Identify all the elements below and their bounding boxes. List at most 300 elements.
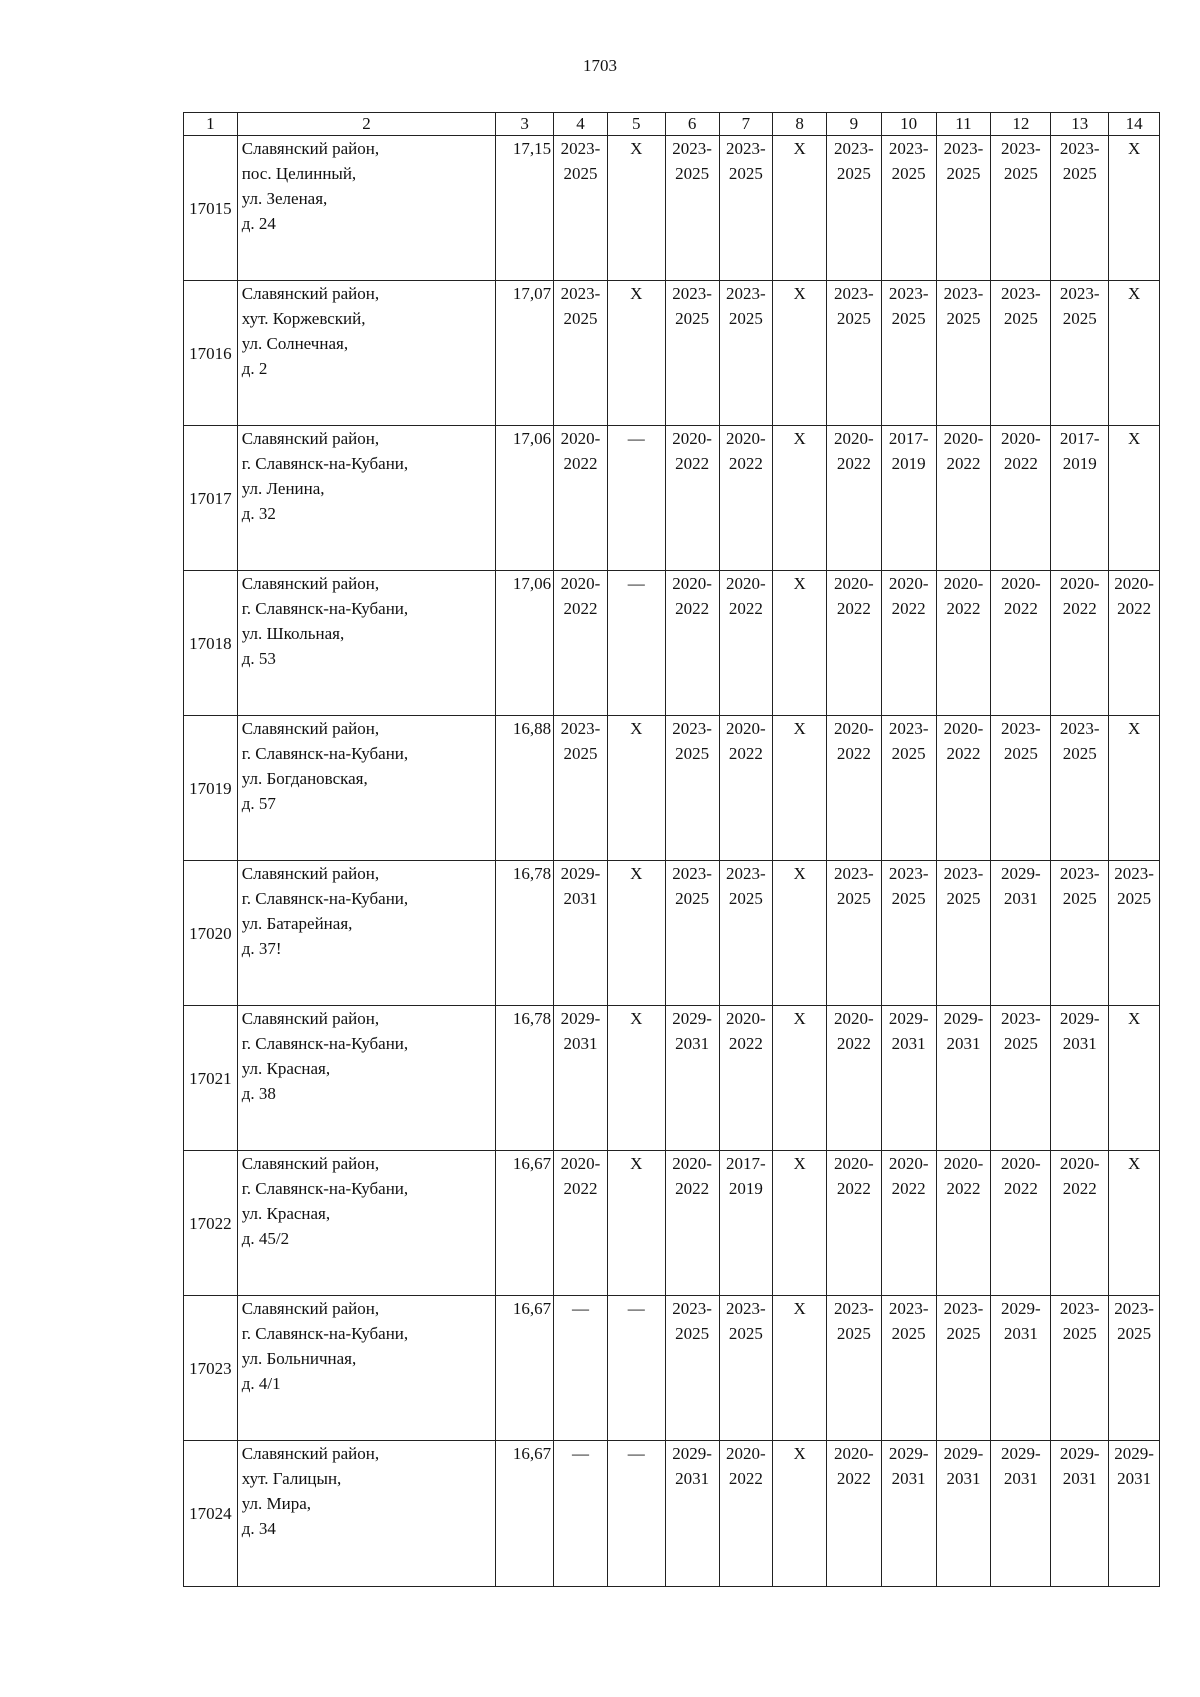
period-line: 2020- xyxy=(726,1009,766,1028)
period-cell xyxy=(554,861,608,1006)
period-cell xyxy=(827,426,882,571)
period-cell xyxy=(665,1296,719,1441)
address-line: д. 2 xyxy=(241,359,268,378)
period-line: Х xyxy=(793,1154,806,1173)
period-cell xyxy=(665,1441,719,1587)
period-cell xyxy=(554,1441,608,1587)
period-line: 2031 xyxy=(563,889,598,908)
period-line: 2023- xyxy=(1059,719,1100,738)
period-line: 2023- xyxy=(726,284,766,303)
period-line: — xyxy=(571,1299,589,1318)
period-cell xyxy=(719,1441,773,1587)
row-number: 17023 xyxy=(184,1296,238,1441)
period-line: 2031 xyxy=(946,1469,981,1488)
period-line: 2020- xyxy=(672,1154,712,1173)
table-body xyxy=(184,136,1160,1587)
address-line: ул. Богдановская, xyxy=(241,769,368,788)
row-number: 17021 xyxy=(184,1006,238,1151)
address-line: Славянский район, xyxy=(241,1009,380,1028)
period-cell xyxy=(1051,716,1109,861)
period-line: 2022 xyxy=(728,744,763,763)
period-line: Х xyxy=(630,719,643,738)
period-line: 2023- xyxy=(560,284,601,303)
period-line: Х xyxy=(1127,429,1141,448)
period-line: 2025 xyxy=(836,1324,871,1343)
period-line: 2020- xyxy=(943,719,984,738)
period-line: 2020- xyxy=(943,1154,984,1173)
period-cell xyxy=(936,136,991,281)
period-line: 2023- xyxy=(888,1299,929,1318)
period-line: 2025 xyxy=(946,309,981,328)
period-cell xyxy=(719,1151,773,1296)
address-line: ул. Зеленая, xyxy=(241,189,328,208)
address-line: Славянский район, xyxy=(241,1299,380,1318)
period-cell xyxy=(1051,1006,1109,1151)
period-line: 2023- xyxy=(888,864,929,883)
address-cell xyxy=(237,1151,495,1296)
period-line: 2025 xyxy=(836,309,871,328)
col-header: 8 xyxy=(773,113,827,136)
period-line: 2020- xyxy=(726,429,766,448)
period-line: 2023- xyxy=(834,1299,874,1318)
period-line: 2025 xyxy=(946,889,981,908)
period-cell xyxy=(1109,1151,1160,1296)
period-line: 2022 xyxy=(675,454,710,473)
col-header: 1 xyxy=(184,113,238,136)
period-line: 2029- xyxy=(888,1009,929,1028)
period-line: Х xyxy=(630,284,643,303)
period-cell xyxy=(607,1441,665,1587)
period-line: 2023- xyxy=(560,719,601,738)
period-line: 2023- xyxy=(943,864,984,883)
address-line: хут. Галицын, xyxy=(241,1469,342,1488)
col-header: 11 xyxy=(936,113,991,136)
period-cell xyxy=(881,281,936,426)
period-line: 2023- xyxy=(888,139,929,158)
period-line: 2029- xyxy=(1000,1444,1041,1463)
value-cell: 16,67 xyxy=(496,1296,554,1441)
period-line: 2020- xyxy=(834,1444,874,1463)
table-row xyxy=(184,861,1160,1006)
period-line: 2020- xyxy=(672,429,712,448)
period-line: 2023- xyxy=(888,284,929,303)
period-line: Х xyxy=(793,284,806,303)
period-line: 2029- xyxy=(1000,1299,1041,1318)
address-line: ул. Мира, xyxy=(241,1494,311,1513)
period-cell xyxy=(936,1151,991,1296)
period-line: Х xyxy=(1127,1009,1141,1028)
period-line: 2020- xyxy=(943,574,984,593)
period-line: 2025 xyxy=(563,744,598,763)
table-row xyxy=(184,1151,1160,1296)
address-line: ул. Красная, xyxy=(241,1059,331,1078)
period-cell xyxy=(936,1441,991,1587)
address-line: г. Славянск-на-Кубани, xyxy=(241,889,409,908)
period-line: 2023- xyxy=(672,1299,712,1318)
period-line: 2022 xyxy=(1003,599,1038,618)
value-cell: 16,88 xyxy=(496,716,554,861)
period-line: 2025 xyxy=(1062,309,1097,328)
period-line: 2031 xyxy=(946,1034,981,1053)
period-cell xyxy=(607,426,665,571)
period-cell xyxy=(991,1006,1051,1151)
period-line: 2025 xyxy=(1117,1324,1152,1343)
period-line: 2022 xyxy=(1062,1179,1097,1198)
address-cell xyxy=(237,1296,495,1441)
period-line: 2020- xyxy=(834,1009,874,1028)
address-line: ул. Батарейная, xyxy=(241,914,353,933)
period-line: — xyxy=(571,1444,589,1463)
period-line: 2022 xyxy=(1062,599,1097,618)
address-line: Славянский район, xyxy=(241,1444,380,1463)
address-cell xyxy=(237,426,495,571)
period-cell xyxy=(936,861,991,1006)
period-cell xyxy=(1051,571,1109,716)
period-cell xyxy=(773,281,827,426)
address-line: г. Славянск-на-Кубани, xyxy=(241,1179,409,1198)
period-line: 2023- xyxy=(943,284,984,303)
address-line: г. Славянск-на-Кубани, xyxy=(241,454,409,473)
period-line: 2020- xyxy=(560,574,601,593)
address-cell xyxy=(237,571,495,716)
period-cell xyxy=(773,426,827,571)
period-line: Х xyxy=(1127,719,1141,738)
period-line: 2020- xyxy=(1000,1154,1041,1173)
address-line: ул. Ленина, xyxy=(241,479,325,498)
period-line: 2031 xyxy=(891,1469,926,1488)
period-line: 2022 xyxy=(836,1469,871,1488)
period-line: Х xyxy=(793,1444,806,1463)
col-header: 3 xyxy=(496,113,554,136)
period-line: 2023- xyxy=(834,284,874,303)
address-line: Славянский район, xyxy=(241,864,380,883)
period-line: 2022 xyxy=(563,599,598,618)
period-line: 2025 xyxy=(1003,744,1038,763)
period-line: 2023- xyxy=(888,719,929,738)
row-number: 17022 xyxy=(184,1151,238,1296)
period-cell xyxy=(554,1006,608,1151)
col-header: 10 xyxy=(881,113,936,136)
period-line: 2023- xyxy=(726,1299,766,1318)
period-line: 2025 xyxy=(728,889,763,908)
period-line: 2025 xyxy=(891,164,926,183)
period-cell xyxy=(827,1151,882,1296)
period-cell xyxy=(1109,281,1160,426)
value-cell: 17,06 xyxy=(496,571,554,716)
period-cell xyxy=(554,1296,608,1441)
period-line: Х xyxy=(1127,284,1141,303)
value-cell: 17,07 xyxy=(496,281,554,426)
period-cell xyxy=(827,571,882,716)
period-cell xyxy=(719,571,773,716)
row-number: 17018 xyxy=(184,571,238,716)
address-line: г. Славянск-на-Кубани, xyxy=(241,744,409,763)
col-header: 5 xyxy=(607,113,665,136)
period-cell xyxy=(773,1441,827,1587)
period-line: 2025 xyxy=(675,889,710,908)
period-line: 2025 xyxy=(891,309,926,328)
address-line: г. Славянск-на-Кубани, xyxy=(241,599,409,618)
period-cell xyxy=(881,1441,936,1587)
period-cell xyxy=(1109,571,1160,716)
address-line: д. 45/2 xyxy=(241,1229,290,1248)
period-line: 2025 xyxy=(728,1324,763,1343)
period-cell xyxy=(719,1006,773,1151)
period-line: Х xyxy=(793,429,806,448)
period-line: — xyxy=(627,429,645,448)
period-cell xyxy=(554,571,608,716)
period-line: 2025 xyxy=(1003,164,1038,183)
period-cell xyxy=(773,1006,827,1151)
period-line: Х xyxy=(793,719,806,738)
period-line: 2023- xyxy=(1059,864,1100,883)
period-line: Х xyxy=(793,1299,806,1318)
address-line: Славянский район, xyxy=(241,719,380,738)
period-line: 2020- xyxy=(560,1154,601,1173)
address-line: Славянский район, xyxy=(241,1154,380,1173)
period-line: 2023- xyxy=(726,864,766,883)
address-cell xyxy=(237,1441,495,1587)
period-line: Х xyxy=(793,574,806,593)
period-line: 2025 xyxy=(946,164,981,183)
period-cell xyxy=(991,1151,1051,1296)
period-cell xyxy=(607,716,665,861)
period-line: 2025 xyxy=(1003,309,1038,328)
period-line: 2023- xyxy=(1114,1299,1154,1318)
period-line: 2022 xyxy=(836,599,871,618)
period-cell xyxy=(1109,1441,1160,1587)
registry-table xyxy=(183,112,1160,1587)
period-line: 2025 xyxy=(728,164,763,183)
period-line: — xyxy=(627,1299,645,1318)
address-line: пос. Целинный, xyxy=(241,164,357,183)
period-cell xyxy=(554,1151,608,1296)
period-line: 2031 xyxy=(1003,1324,1038,1343)
period-line: 2031 xyxy=(1062,1034,1097,1053)
period-line: 2022 xyxy=(1003,454,1038,473)
period-line: 2020- xyxy=(560,429,601,448)
address-cell xyxy=(237,281,495,426)
period-cell xyxy=(665,571,719,716)
period-cell xyxy=(991,716,1051,861)
period-cell xyxy=(1109,136,1160,281)
period-cell xyxy=(936,426,991,571)
table-row xyxy=(184,426,1160,571)
period-line: 2029- xyxy=(1114,1444,1154,1463)
address-line: хут. Коржевский, xyxy=(241,309,366,328)
address-line: г. Славянск-на-Кубани, xyxy=(241,1324,409,1343)
period-cell xyxy=(1051,281,1109,426)
period-line: 2025 xyxy=(675,744,710,763)
period-line: 2025 xyxy=(563,164,598,183)
period-line: 2022 xyxy=(728,599,763,618)
address-line: ул. Больничная, xyxy=(241,1349,357,1368)
value-cell: 17,06 xyxy=(496,426,554,571)
period-line: 2020- xyxy=(1059,574,1100,593)
period-line: 2022 xyxy=(946,744,981,763)
period-cell xyxy=(991,1441,1051,1587)
period-cell xyxy=(881,716,936,861)
address-line: д. 57 xyxy=(241,794,276,813)
period-cell xyxy=(1109,426,1160,571)
period-cell xyxy=(936,716,991,861)
period-cell xyxy=(719,281,773,426)
period-line: 2029- xyxy=(1000,864,1041,883)
period-line: 2031 xyxy=(1003,1469,1038,1488)
period-line: 2025 xyxy=(675,164,710,183)
period-line: 2025 xyxy=(675,309,710,328)
period-cell xyxy=(665,1006,719,1151)
address-line: д. 38 xyxy=(241,1084,276,1103)
period-cell xyxy=(554,136,608,281)
period-line: 2020- xyxy=(1000,429,1041,448)
period-cell xyxy=(991,861,1051,1006)
period-cell xyxy=(773,861,827,1006)
period-cell xyxy=(881,1296,936,1441)
period-line: 2031 xyxy=(675,1469,710,1488)
period-cell xyxy=(1051,1441,1109,1587)
period-line: 2025 xyxy=(836,164,871,183)
row-number: 17024 xyxy=(184,1441,238,1587)
period-line: 2019 xyxy=(891,454,926,473)
period-cell xyxy=(936,281,991,426)
period-line: 2022 xyxy=(946,599,981,618)
period-line: 2023- xyxy=(1000,1009,1041,1028)
table-row xyxy=(184,1441,1160,1587)
period-cell xyxy=(607,1151,665,1296)
period-line: 2017- xyxy=(888,429,929,448)
period-cell xyxy=(881,1151,936,1296)
period-line: 2020- xyxy=(888,1154,929,1173)
period-cell xyxy=(1109,861,1160,1006)
period-cell xyxy=(607,1296,665,1441)
period-cell xyxy=(1051,136,1109,281)
period-line: 2022 xyxy=(728,1034,763,1053)
address-line: д. 37! xyxy=(241,939,282,958)
period-cell xyxy=(1109,716,1160,861)
period-cell xyxy=(665,281,719,426)
period-line: 2023- xyxy=(1059,284,1100,303)
period-line: 2031 xyxy=(563,1034,598,1053)
period-line: 2029- xyxy=(1059,1444,1100,1463)
period-line: Х xyxy=(1127,139,1141,158)
period-line: 2020- xyxy=(834,1154,874,1173)
period-line: 2023- xyxy=(1059,139,1100,158)
address-line: д. 24 xyxy=(241,214,276,233)
period-line: 2029- xyxy=(1059,1009,1100,1028)
period-line: Х xyxy=(630,1154,643,1173)
period-cell xyxy=(1109,1296,1160,1441)
period-cell xyxy=(1109,1006,1160,1151)
period-cell xyxy=(1051,1296,1109,1441)
period-cell xyxy=(773,1151,827,1296)
period-line: 2022 xyxy=(836,1034,871,1053)
period-cell xyxy=(773,1296,827,1441)
period-line: 2022 xyxy=(836,454,871,473)
value-cell: 16,78 xyxy=(496,1006,554,1151)
period-line: 2025 xyxy=(836,889,871,908)
table-row xyxy=(184,1006,1160,1151)
period-line: 2023- xyxy=(834,139,874,158)
period-line: 2019 xyxy=(1062,454,1097,473)
period-cell xyxy=(936,571,991,716)
period-line: 2023- xyxy=(726,139,766,158)
period-cell xyxy=(881,1006,936,1151)
period-line: 2022 xyxy=(1003,1179,1038,1198)
period-line: 2023- xyxy=(1059,1299,1100,1318)
col-header: 2 xyxy=(237,113,495,136)
period-cell xyxy=(665,426,719,571)
period-line: Х xyxy=(630,1009,643,1028)
period-cell xyxy=(827,716,882,861)
period-line: 2025 xyxy=(728,309,763,328)
period-line: 2020- xyxy=(1059,1154,1100,1173)
period-cell xyxy=(881,136,936,281)
period-cell xyxy=(607,1006,665,1151)
period-line: 2017- xyxy=(726,1154,766,1173)
period-line: Х xyxy=(793,1009,806,1028)
period-line: 2022 xyxy=(891,599,926,618)
period-cell xyxy=(665,136,719,281)
period-line: 2029- xyxy=(672,1009,712,1028)
address-line: д. 4/1 xyxy=(241,1374,281,1393)
period-cell xyxy=(991,1296,1051,1441)
period-line: Х xyxy=(793,139,806,158)
period-line: Х xyxy=(793,864,806,883)
period-cell xyxy=(773,571,827,716)
col-header: 14 xyxy=(1109,113,1160,136)
period-line: 2023- xyxy=(1000,719,1041,738)
period-line: 2022 xyxy=(836,744,871,763)
period-cell xyxy=(1051,1151,1109,1296)
period-line: 2022 xyxy=(1117,599,1152,618)
period-line: 2020- xyxy=(726,1444,766,1463)
period-line: 2029- xyxy=(560,1009,601,1028)
col-header: 9 xyxy=(827,113,882,136)
period-line: 2020- xyxy=(834,719,874,738)
period-line: 2023- xyxy=(672,864,712,883)
period-cell xyxy=(991,136,1051,281)
period-line: 2029- xyxy=(943,1009,984,1028)
period-line: Х xyxy=(1127,1154,1141,1173)
row-number: 17016 xyxy=(184,281,238,426)
period-line: 2025 xyxy=(1062,1324,1097,1343)
period-cell xyxy=(607,861,665,1006)
period-line: 2023- xyxy=(672,284,712,303)
value-cell: 16,78 xyxy=(496,861,554,1006)
period-cell xyxy=(719,861,773,1006)
period-cell xyxy=(991,571,1051,716)
address-line: д. 53 xyxy=(241,649,276,668)
period-line: 2031 xyxy=(1062,1469,1097,1488)
period-cell xyxy=(881,861,936,1006)
value-cell: 16,67 xyxy=(496,1151,554,1296)
address-cell xyxy=(237,136,495,281)
period-line: 2023- xyxy=(1000,139,1041,158)
address-cell xyxy=(237,861,495,1006)
col-header: 7 xyxy=(719,113,773,136)
period-line: 2023- xyxy=(560,139,601,158)
row-number: 17020 xyxy=(184,861,238,1006)
period-cell xyxy=(719,1296,773,1441)
period-line: 2020- xyxy=(888,574,929,593)
period-line: 2023- xyxy=(834,864,874,883)
col-header: 4 xyxy=(554,113,608,136)
period-line: 2022 xyxy=(675,1179,710,1198)
address-line: г. Славянск-на-Кубани, xyxy=(241,1034,409,1053)
address-cell xyxy=(237,1006,495,1151)
address-line: ул. Школьная, xyxy=(241,624,345,643)
